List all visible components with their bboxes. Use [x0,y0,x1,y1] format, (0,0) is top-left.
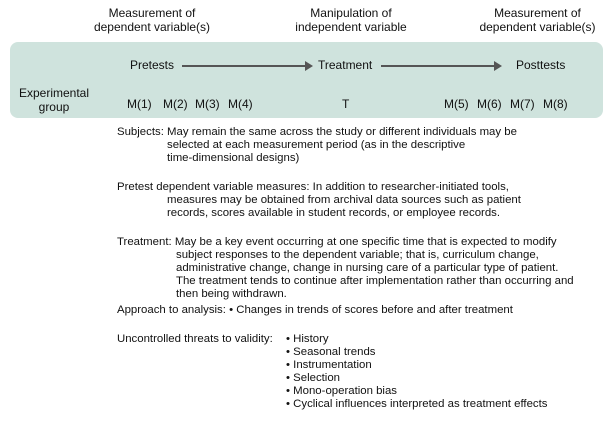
group-label-line2: group [38,100,70,114]
analysis-note: Approach to analysis: • Changes in trends of scores before and after treatment [117,304,513,316]
treatment-line3: administrative change, change in nursing care of a particular type of patient. [176,262,559,274]
treatment-line5: then being withdrawn. [176,288,287,300]
group-label-line1: Experimental [18,86,90,100]
measure-m8: M(8) [543,97,568,111]
threat-item: • Seasonal trends [286,346,376,358]
measure-m2: M(2) [163,97,188,111]
header-right [465,6,610,34]
pretest-line1: Pretest dependent variable measures: In addition to researcher-initiated tools, [117,181,509,193]
header-center-line1: Manipulation of [310,6,392,20]
subjects-line3: time-dimensional designs) [167,152,300,164]
header-right-line1: Measurement of [494,6,581,20]
header-left-line2: dependent variable(s) [93,20,211,34]
threat-item: • Instrumentation [286,359,372,371]
treatment-line4: The treatment tends to continue after implementation rather than occurring and [176,275,574,287]
header-center [276,6,426,34]
threats-label: Uncontrolled threats to validity: [117,333,273,345]
pretest-line2: measures may be obtained from archival data sources such as patient [167,194,521,206]
posttests-label: Posttests [516,58,566,72]
subjects-line2: selected at each measurement period (as in the descriptive [167,139,466,151]
measure-m7: M(7) [510,97,535,111]
measure-m1: M(1) [127,97,152,111]
header-right-line2: dependent variable(s) [479,20,596,34]
treatment-label: Treatment [318,58,373,72]
treatment-line1: Treatment: May be a key event occurring at one specific time that is expected to modify [117,236,557,248]
measure-treatment: T [342,97,350,111]
header-center-line2: independent variable [295,20,407,34]
arrow-pretests-to-treatment [182,65,311,67]
group-label [14,86,94,114]
measure-m4: M(4) [228,97,253,111]
threat-item: • Selection [286,372,341,384]
measure-m5: M(5) [444,97,469,111]
header-left [82,6,222,34]
measure-m3: M(3) [195,97,220,111]
threats-list [286,333,547,411]
treatment-note [117,236,574,301]
subjects-note [117,126,517,165]
pretest-line3: records, scores available in student records, or employee records. [167,207,501,219]
arrow-treatment-to-posttests [381,65,500,67]
subjects-line1: Subjects: May remain the same across the study or different individuals may be [117,126,517,138]
threat-item: • History [286,333,329,345]
threat-item: • Mono-operation bias [286,385,397,397]
measure-m6: M(6) [477,97,502,111]
threat-item: • Cyclical influences interpreted as treatment effects [286,398,548,410]
header-left-line1: Measurement of [108,6,196,20]
pretests-label: Pretests [130,58,175,72]
pretest-note [117,181,521,220]
treatment-line2: subject responses to the dependent variable; that is, curriculum change, [176,249,539,261]
